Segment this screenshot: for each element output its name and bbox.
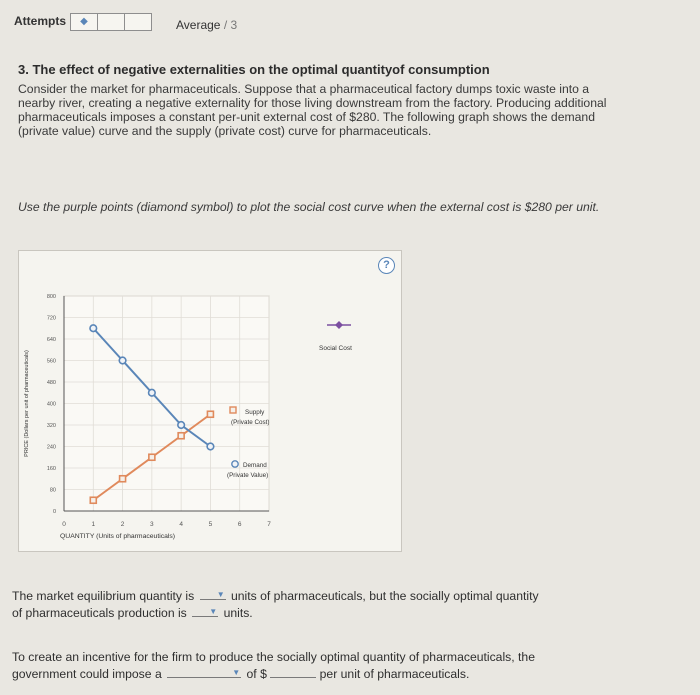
x-axis-label: QUANTITY (Units of pharmaceuticals)	[60, 533, 176, 540]
supply-legend-icon	[230, 407, 236, 413]
x-tick-label: 3	[150, 521, 154, 528]
supply-point	[120, 476, 126, 482]
demand-point	[119, 357, 126, 364]
externality-graph[interactable]	[19, 251, 401, 551]
supply-point	[149, 454, 155, 460]
x-tick-label: 6	[237, 521, 242, 528]
y-tick-label: 640	[46, 337, 56, 343]
chevron-down-icon: ▼	[232, 668, 241, 677]
equilibrium-question	[12, 587, 612, 621]
x-tick-label: 2	[120, 521, 125, 528]
y-axis-label: PRICE (Dollars per unit of pharmaceuticals)	[24, 350, 30, 457]
chevron-down-icon: ▼	[216, 590, 225, 599]
chevron-down-icon: ▼	[209, 607, 218, 616]
social-cost-legend: Social Cost	[319, 345, 352, 352]
policy-question	[12, 650, 612, 682]
supply-point	[90, 497, 96, 503]
supply-legend-sublabel: (Private Cost)	[231, 419, 270, 426]
eq-text-3: of pharmaceuticals production is	[12, 606, 187, 620]
demand-point	[178, 422, 185, 429]
demand-point	[149, 389, 156, 396]
y-tick-label: 400	[46, 401, 56, 408]
supply-point	[178, 433, 184, 439]
attempt-slot	[97, 13, 125, 31]
x-tick-label: 1	[91, 521, 96, 528]
policy-text-2: government could impose a	[12, 667, 162, 681]
help-icon[interactable]: ?	[378, 257, 395, 274]
eq-text-2: units of pharmaceuticals, but the socially optimal quantity	[231, 589, 539, 603]
question-intro: Consider the market for pharmaceuticals. Suppose that a pharmaceutical factory dumps toxic waste into a nearby river, creating a negative externality for those living downstream from the factory. Producing additional pharmaceuticals imposes a constant per-unit external cost of $280. The following graph shows the demand (private value) curve and the supply (private cost) curve for pharmaceuticals.	[18, 82, 607, 138]
demand-legend-icon	[232, 461, 238, 467]
x-tick-label: 7	[267, 521, 271, 528]
average-value: / 3	[223, 18, 238, 32]
average-score	[176, 18, 237, 32]
demand-point	[90, 325, 97, 332]
y-tick-label: 160	[46, 466, 56, 472]
policy-text-3: of $	[246, 667, 267, 681]
supply-legend-label: Supply	[245, 409, 265, 416]
attempts-label: Attempts	[14, 14, 67, 28]
policy-type-dropdown[interactable]	[167, 665, 241, 678]
average-label: Average	[176, 18, 221, 32]
y-tick-label: 800	[46, 294, 56, 300]
y-tick-label: 720	[46, 315, 56, 322]
y-tick-label: 320	[46, 423, 56, 429]
tax-amount-input[interactable]	[270, 665, 316, 678]
eq-text-4: units.	[223, 606, 253, 620]
demand-point	[207, 443, 214, 450]
diamond-icon	[335, 321, 343, 329]
x-tick-label: 0	[62, 521, 66, 528]
optimal-quantity-dropdown[interactable]	[192, 604, 218, 617]
policy-text-4: per unit of pharmaceuticals.	[319, 667, 470, 681]
diamond-icon: ◆	[70, 13, 98, 31]
graph-instruction: Use the purple points (diamond symbol) to plot the social cost curve when the external cost is $280 per unit.	[18, 200, 600, 214]
attempt-indicator	[70, 13, 151, 31]
question-title: 3. The effect of negative externalities on the optimal quantityof consumption	[18, 62, 490, 77]
market-quantity-dropdown[interactable]	[200, 587, 226, 600]
graph-panel[interactable]	[18, 250, 402, 552]
y-tick-label: 560	[46, 358, 56, 365]
attempt-slot	[124, 13, 152, 31]
y-tick-label: 240	[46, 444, 56, 451]
demand-legend-sublabel: (Private Value)	[227, 472, 269, 479]
policy-text-1: To create an incentive for the firm to produce the socially optimal quantity of pharmaceuticals, the	[12, 650, 535, 664]
x-tick-label: 5	[208, 521, 213, 528]
y-tick-label: 0	[52, 509, 56, 515]
eq-text-1: The market equilibrium quantity is	[12, 589, 195, 603]
y-tick-label: 80	[49, 487, 56, 494]
demand-legend-label: Demand	[243, 462, 267, 469]
y-tick-label: 480	[46, 380, 56, 386]
supply-point	[207, 411, 213, 417]
x-tick-label: 4	[179, 521, 183, 528]
